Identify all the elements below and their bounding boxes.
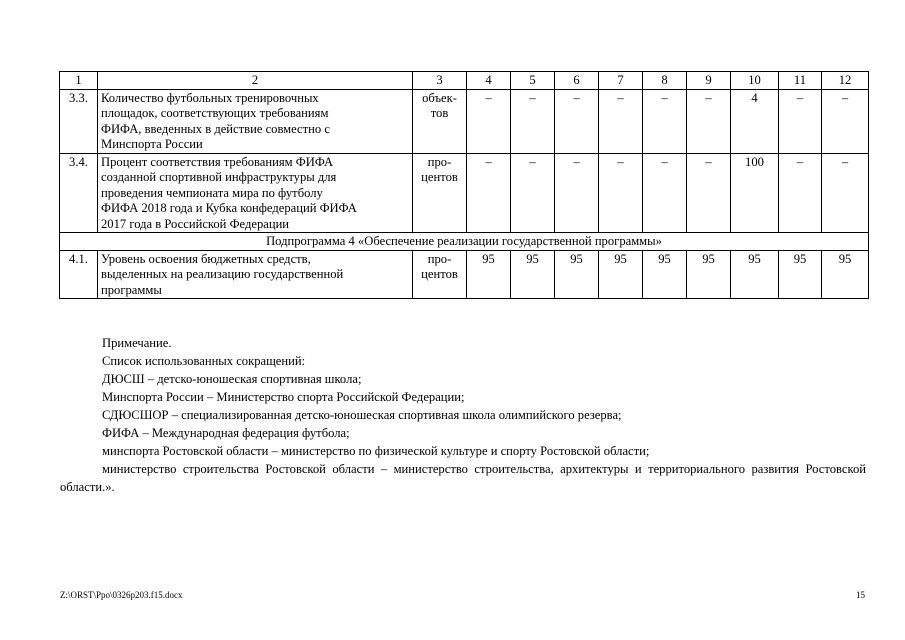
abbreviation-item: минспорта Ростовской области – министерство по физической культуре и спорту Ростовской области; bbox=[102, 444, 650, 458]
header-cell: 8 bbox=[643, 72, 687, 90]
row-number: 3.3. bbox=[60, 89, 98, 153]
value-cell: – bbox=[643, 89, 687, 153]
value-cell: 4 bbox=[731, 89, 779, 153]
value-cell: – bbox=[687, 89, 731, 153]
header-cell: 3 bbox=[413, 72, 467, 90]
value-cell: 95 bbox=[599, 250, 643, 299]
subprogram-title: Подпрограмма 4 «Обеспечение реализации государственной программы» bbox=[60, 233, 869, 251]
abbreviation-item: Минспорта России – Министерство спорта Российской Федерации; bbox=[102, 390, 465, 404]
unit-cell: про- центов bbox=[413, 153, 467, 233]
value-cell: – bbox=[599, 153, 643, 233]
value-cell: 95 bbox=[687, 250, 731, 299]
header-cell: 12 bbox=[822, 72, 869, 90]
value-cell: – bbox=[687, 153, 731, 233]
indicators-table bbox=[59, 71, 869, 299]
subprogram-row bbox=[60, 233, 869, 251]
value-cell: – bbox=[467, 89, 511, 153]
header-cell: 6 bbox=[555, 72, 599, 90]
value-cell: – bbox=[511, 89, 555, 153]
abbreviation-item: ДЮСШ – детско-юношеская спортивная школа; bbox=[102, 372, 362, 386]
header-cell: 11 bbox=[779, 72, 822, 90]
notes-section bbox=[60, 334, 866, 496]
row-number: 3.4. bbox=[60, 153, 98, 233]
unit-cell: про- центов bbox=[413, 250, 467, 299]
value-cell: – bbox=[779, 153, 822, 233]
value-cell: – bbox=[467, 153, 511, 233]
value-cell: – bbox=[643, 153, 687, 233]
abbreviations-heading: Список использованных сокращений: bbox=[102, 354, 306, 368]
header-cell: 9 bbox=[687, 72, 731, 90]
value-cell: – bbox=[822, 89, 869, 153]
value-cell: – bbox=[511, 153, 555, 233]
header-cell: 7 bbox=[599, 72, 643, 90]
header-cell: 4 bbox=[467, 72, 511, 90]
abbreviation-item: министерство строительства Ростовской области – министерство строительства, архитектуры и территориального развития Ростовской области.». bbox=[60, 462, 866, 494]
indicator-name: Количество футбольных тренировочных площадок, соответствующих требованиям ФИФА, введенных в действие совместно с Минспорта России bbox=[98, 89, 413, 153]
value-cell: – bbox=[555, 153, 599, 233]
row-number: 4.1. bbox=[60, 250, 98, 299]
header-cell: 10 bbox=[731, 72, 779, 90]
notes-title: Примечание. bbox=[102, 336, 172, 350]
value-cell: 100 bbox=[731, 153, 779, 233]
value-cell: 95 bbox=[822, 250, 869, 299]
abbreviation-item: ФИФА – Международная федерация футбола; bbox=[102, 426, 350, 440]
value-cell: 95 bbox=[731, 250, 779, 299]
value-cell: 95 bbox=[555, 250, 599, 299]
table-row bbox=[60, 153, 869, 233]
value-cell: 95 bbox=[467, 250, 511, 299]
value-cell: – bbox=[599, 89, 643, 153]
file-path: Z:\ORST\Ppo\0326p203.f15.docx bbox=[60, 590, 183, 600]
table-row bbox=[60, 89, 869, 153]
value-cell: – bbox=[779, 89, 822, 153]
header-cell: 5 bbox=[511, 72, 555, 90]
table-header-row bbox=[60, 72, 869, 90]
page-number: 15 bbox=[856, 590, 865, 600]
table-row bbox=[60, 250, 869, 299]
value-cell: – bbox=[555, 89, 599, 153]
header-cell: 1 bbox=[60, 72, 98, 90]
indicator-name: Процент соответствия требованиям ФИФА созданной спортивной инфраструктуры для проведения чемпионата мира по футболу ФИФА 2018 года и Кубка конфедераций ФИФА 2017 года в Российской Федерации bbox=[98, 153, 413, 233]
value-cell: 95 bbox=[643, 250, 687, 299]
value-cell: – bbox=[822, 153, 869, 233]
unit-cell: объек- тов bbox=[413, 89, 467, 153]
value-cell: 95 bbox=[511, 250, 555, 299]
indicator-name: Уровень освоения бюджетных средств, выделенных на реализацию государственной программы bbox=[98, 250, 413, 299]
header-cell: 2 bbox=[98, 72, 413, 90]
abbreviation-item: СДЮСШОР – специализированная детско-юношеская спортивная школа олимпийского резерва; bbox=[102, 408, 622, 422]
value-cell: 95 bbox=[779, 250, 822, 299]
